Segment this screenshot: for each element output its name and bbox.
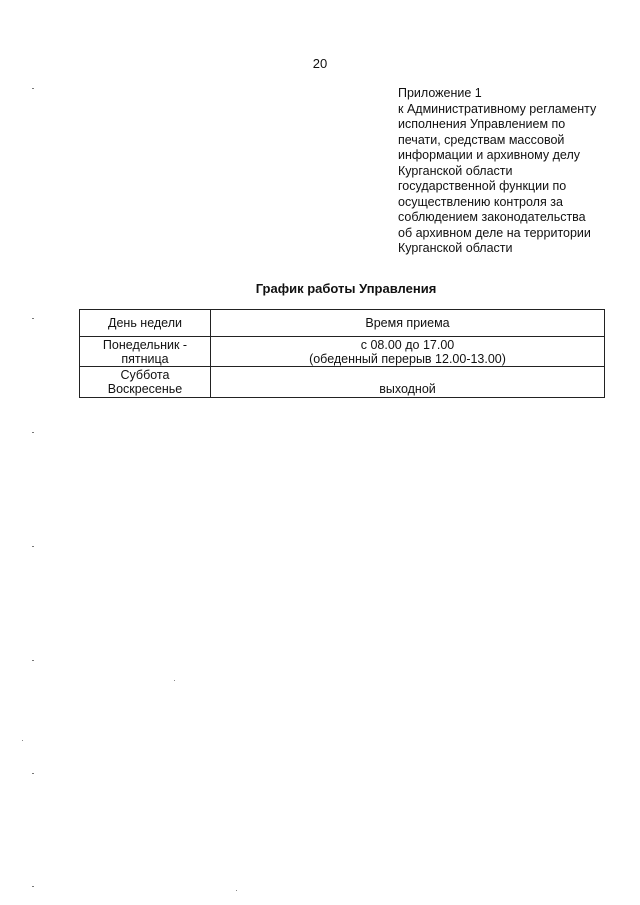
hours-cell [211,367,605,398]
day-cell [80,367,211,398]
table-header-row [80,310,605,337]
appendix-line: Приложение 1 [398,86,482,100]
schedule-table [79,309,605,398]
appendix-line: исполнения Управлением по [398,117,566,131]
appendix-line: государственной функции по [398,179,567,193]
header-hours-cell: Время приема [211,310,605,337]
header-day-cell: День недели [80,310,211,337]
scan-speck [32,88,34,89]
scan-speck [22,740,23,741]
hours-line: (обеденный перерыв 12.00-13.00) [309,351,506,366]
schedule-title: График работы Управления [255,281,437,296]
appendix-line: соблюдением законодательства [398,210,586,224]
appendix-line: Курганской области [398,163,513,178]
scan-speck [32,432,34,433]
appendix-note [398,86,628,257]
day-line: Воскресенье [107,382,183,396]
appendix-line: осуществлению контроля за [398,194,563,209]
hours-cell [211,337,605,367]
page-number: 20 [312,56,328,71]
scan-speck [236,890,237,891]
scan-speck [32,660,34,661]
day-line: пятница [121,351,169,366]
scan-speck [174,680,175,681]
day-line: Суббота [120,368,170,382]
hours-line: выходной [379,382,436,396]
scan-speck [32,886,34,887]
appendix-line: об архивном деле на территории [398,225,591,240]
scan-speck [32,773,34,774]
appendix-line: к Административному регламенту [398,101,597,116]
appendix-line: Курганской области [398,241,513,255]
scan-speck [32,318,34,319]
table-row [80,337,605,367]
appendix-line: печати, средствам массовой [398,132,565,147]
day-line: Понедельник - [102,337,188,352]
table-row [80,367,605,398]
scan-speck [32,546,34,547]
appendix-line: информации и архивному делу [398,148,580,162]
day-cell [80,337,211,367]
hours-line: с 08.00 до 17.00 [360,337,455,352]
